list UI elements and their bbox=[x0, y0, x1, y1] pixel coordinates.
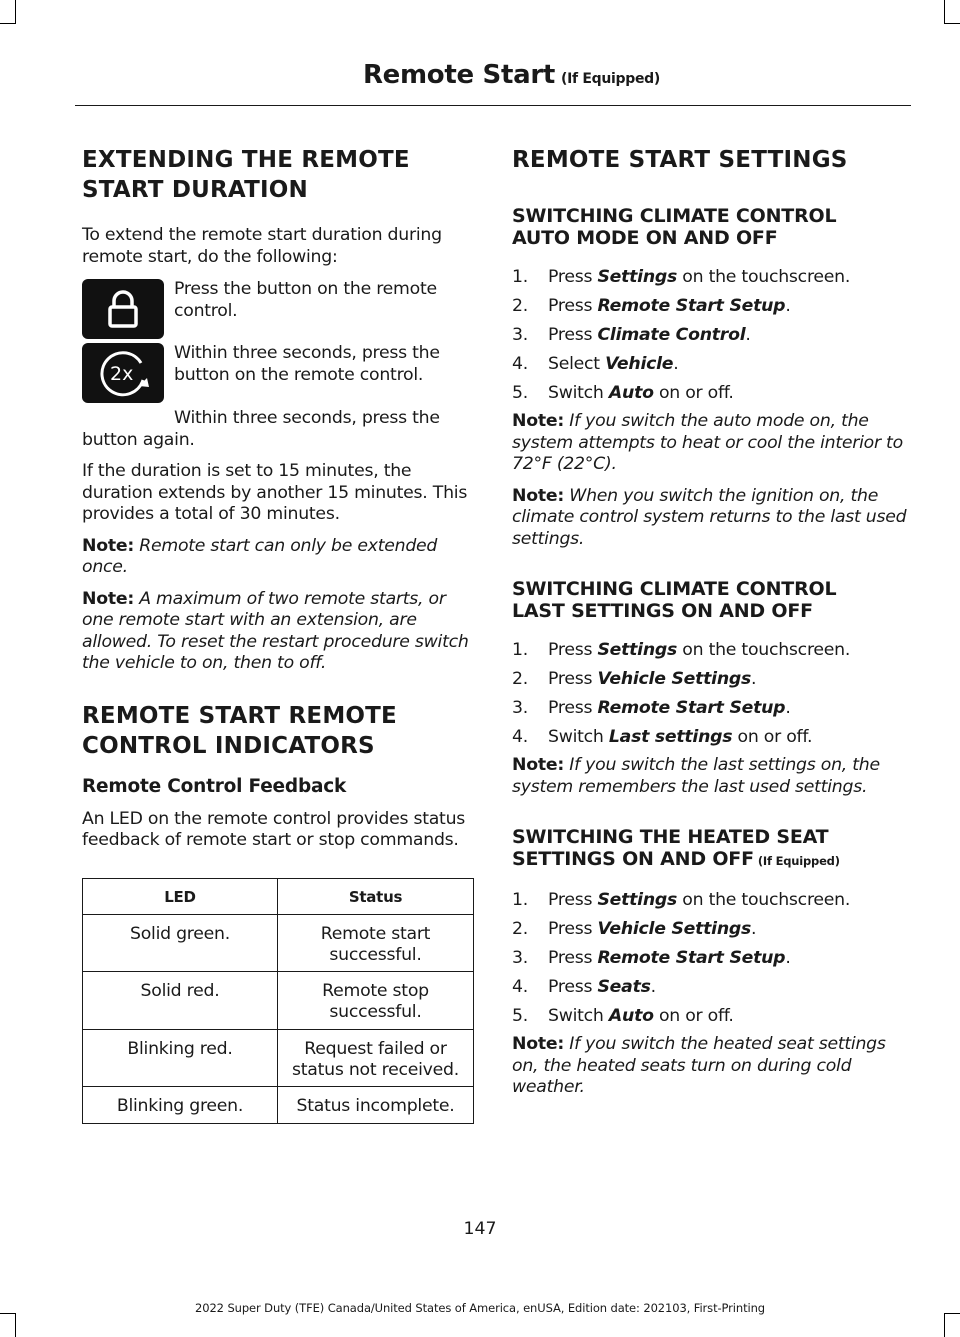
ui-term: Auto bbox=[608, 383, 654, 403]
ui-term: Remote Start Setup bbox=[597, 296, 786, 316]
ui-term: Auto bbox=[608, 1006, 654, 1026]
crop-mark bbox=[944, 1313, 945, 1337]
note-label: Note: bbox=[82, 535, 134, 556]
note-heated-seat bbox=[512, 1034, 910, 1099]
section-title-settings: REMOTE START SETTINGS bbox=[512, 147, 848, 173]
note-text: If you switch the auto mode on, the system attempts to heat or cool the interior to 72°F (22°C). bbox=[512, 411, 903, 474]
steps-heated-seat bbox=[512, 890, 910, 1028]
table-cell-led: Blinking green. bbox=[83, 1087, 278, 1124]
crop-mark bbox=[944, 23, 960, 24]
step-number: 3. bbox=[512, 325, 528, 345]
if-equipped-label: (If Equipped) bbox=[757, 854, 840, 868]
list-item bbox=[512, 919, 910, 941]
header-subtitle: (If Equipped) bbox=[561, 71, 660, 87]
step-number: 5. bbox=[512, 1006, 528, 1026]
section-title-extending bbox=[82, 145, 474, 205]
ui-term: Remote Start Setup bbox=[597, 698, 786, 718]
intro-text: To extend the remote start duration during remote start, do the following: bbox=[82, 225, 442, 267]
table-header-led: LED bbox=[83, 878, 278, 914]
list-item bbox=[512, 977, 910, 999]
note-text: A maximum of two remote starts, or one remote start with an extension, are allowed. To reset the restart procedure switch the vehicle to on, then to off. bbox=[82, 588, 469, 673]
step-number: 3. bbox=[512, 948, 528, 968]
ui-term: Vehicle bbox=[605, 354, 674, 374]
step-number: 2. bbox=[512, 919, 528, 939]
step-number: 1. bbox=[512, 267, 528, 287]
lock-icon bbox=[82, 279, 164, 339]
note-text: When you switch the ignition on, the climate control system returns to the last used settings. bbox=[512, 485, 907, 549]
step-lock-row bbox=[82, 279, 474, 341]
table-row bbox=[83, 1087, 474, 1124]
note-label: Note: bbox=[82, 588, 134, 609]
page-number: 147 bbox=[463, 1219, 497, 1239]
ui-term: Settings bbox=[597, 890, 678, 910]
section-title-line: START DURATION bbox=[82, 177, 308, 203]
note-text: If you switch the last settings on, the system remembers the last used settings. bbox=[512, 755, 880, 797]
step-number: 1. bbox=[512, 640, 528, 660]
list-item bbox=[512, 669, 910, 691]
ui-term: Seats bbox=[597, 977, 651, 997]
table-cell-status: Request failed or status not received. bbox=[278, 1029, 474, 1087]
table-cell-led: Blinking red. bbox=[83, 1029, 278, 1087]
list-item bbox=[512, 296, 910, 318]
subsection-title-auto bbox=[512, 205, 910, 249]
subsection-title-line: SWITCHING CLIMATE CONTROL bbox=[512, 205, 837, 227]
step-text: Press Settings on the touchscreen. bbox=[548, 890, 851, 910]
note-label: Note: bbox=[512, 485, 564, 506]
list-item bbox=[512, 325, 910, 347]
table-header-row bbox=[83, 878, 474, 914]
step-text: Select Vehicle. bbox=[548, 354, 679, 374]
header-title: Remote Start bbox=[362, 60, 556, 90]
note-max-starts bbox=[82, 589, 474, 675]
step-again-text: Within three seconds, press the button again. bbox=[82, 408, 440, 450]
note-label: Note: bbox=[512, 755, 564, 775]
right-column bbox=[512, 145, 910, 1099]
list-item bbox=[512, 383, 910, 405]
press-twice-label: 2x bbox=[110, 363, 134, 385]
step-2x-row bbox=[82, 343, 474, 405]
step-text: Press Climate Control. bbox=[548, 325, 751, 345]
step-lock-text: Press the button on the remote control. bbox=[174, 279, 437, 321]
list-item bbox=[512, 727, 910, 749]
ui-term: Settings bbox=[597, 640, 678, 660]
step-number: 2. bbox=[512, 669, 528, 689]
list-item bbox=[512, 698, 910, 720]
step-number: 1. bbox=[512, 890, 528, 910]
step-text: Switch Auto on or off. bbox=[548, 1006, 734, 1026]
step-text: Press Settings on the touchscreen. bbox=[548, 640, 851, 660]
list-item bbox=[512, 948, 910, 970]
list-item bbox=[512, 1006, 910, 1028]
step-text: Press Vehicle Settings. bbox=[548, 919, 757, 939]
step-text: Press Remote Start Setup. bbox=[548, 698, 791, 718]
step-text: Press Remote Start Setup. bbox=[548, 296, 791, 316]
table-row bbox=[83, 914, 474, 972]
subsection-title-line: SETTINGS ON AND OFF bbox=[512, 848, 754, 870]
ui-term: Vehicle Settings bbox=[597, 669, 752, 689]
page-footer: 2022 Super Duty (TFE) Canada/United States of America, enUSA, Edition date: 202103, First-Printing bbox=[195, 1301, 765, 1315]
ui-term: Climate Control bbox=[597, 325, 746, 345]
step-text: Press Seats. bbox=[548, 977, 656, 997]
note-auto-mode bbox=[512, 411, 910, 476]
subsection-title-line: SWITCHING THE HEATED SEAT bbox=[512, 826, 829, 848]
note-text: Remote start can only be extended once. bbox=[82, 535, 438, 577]
step-text: Press Vehicle Settings. bbox=[548, 669, 757, 689]
note-last-settings bbox=[512, 755, 910, 798]
table-row bbox=[83, 972, 474, 1030]
left-column bbox=[82, 145, 474, 1124]
table-cell-led: Solid green. bbox=[83, 914, 278, 972]
crop-mark bbox=[0, 23, 16, 24]
step-number: 3. bbox=[512, 698, 528, 718]
step-2x-text: Within three seconds, press the button on the remote control. bbox=[174, 343, 440, 385]
subsection-title-line: LAST SETTINGS ON AND OFF bbox=[512, 600, 813, 622]
note-label: Note: bbox=[512, 1034, 564, 1054]
section-title-indicators bbox=[82, 701, 474, 761]
page-header bbox=[363, 60, 660, 90]
steps-climate-auto bbox=[512, 267, 910, 405]
steps-last-settings bbox=[512, 640, 910, 749]
section-title-line: EXTENDING THE REMOTE bbox=[82, 147, 410, 173]
ui-term: Settings bbox=[597, 267, 678, 287]
section-title-line: REMOTE START REMOTE bbox=[82, 702, 397, 729]
led-status-table bbox=[82, 878, 474, 1125]
crop-mark bbox=[944, 0, 945, 23]
note-ignition bbox=[512, 486, 910, 551]
note-text: If you switch the heated seat settings on, the heated seats turn on during cold weather. bbox=[512, 1034, 886, 1097]
step-number: 5. bbox=[512, 383, 528, 403]
subsection-title-line: SWITCHING CLIMATE CONTROL bbox=[512, 578, 837, 600]
subsection-title-last bbox=[512, 578, 910, 622]
ui-term: Vehicle Settings bbox=[597, 919, 752, 939]
note-extend-once bbox=[82, 536, 474, 579]
table-cell-status: Remote start successful. bbox=[278, 914, 474, 972]
subsection-title-seats bbox=[512, 826, 910, 872]
duration-text: If the duration is set to 15 minutes, the duration extends by another 15 minutes. This provides a total of 30 minutes. bbox=[82, 461, 468, 524]
crop-mark bbox=[15, 1313, 16, 1337]
section-title-line: CONTROL INDICATORS bbox=[82, 732, 375, 759]
ui-term: Remote Start Setup bbox=[597, 948, 786, 968]
crop-mark bbox=[15, 0, 16, 23]
step-number: 2. bbox=[512, 296, 528, 316]
table-cell-status: Status incomplete. bbox=[278, 1087, 474, 1124]
step-text: Switch Last settings on or off. bbox=[548, 727, 813, 747]
feedback-title: Remote Control Feedback bbox=[82, 775, 347, 797]
step-number: 4. bbox=[512, 727, 528, 747]
step-text: Press Settings on the touchscreen. bbox=[548, 267, 851, 287]
table-header-status: Status bbox=[278, 878, 474, 914]
subsection-title-line: AUTO MODE ON AND OFF bbox=[512, 227, 778, 249]
ui-term: Last settings bbox=[608, 727, 733, 747]
table-cell-status: Remote stop successful. bbox=[278, 972, 474, 1030]
note-label: Note: bbox=[512, 411, 564, 431]
press-twice-icon bbox=[82, 343, 164, 403]
step-number: 4. bbox=[512, 354, 528, 374]
step-text: Switch Auto on or off. bbox=[548, 383, 734, 403]
header-rule bbox=[75, 105, 911, 106]
list-item bbox=[512, 890, 910, 912]
list-item bbox=[512, 640, 910, 662]
step-text: Press Remote Start Setup. bbox=[548, 948, 791, 968]
list-item bbox=[512, 267, 910, 289]
table-cell-led: Solid red. bbox=[83, 972, 278, 1030]
list-item bbox=[512, 354, 910, 376]
table-row bbox=[83, 1029, 474, 1087]
step-number: 4. bbox=[512, 977, 528, 997]
feedback-text: An LED on the remote control provides status feedback of remote start or stop commands. bbox=[82, 808, 466, 850]
